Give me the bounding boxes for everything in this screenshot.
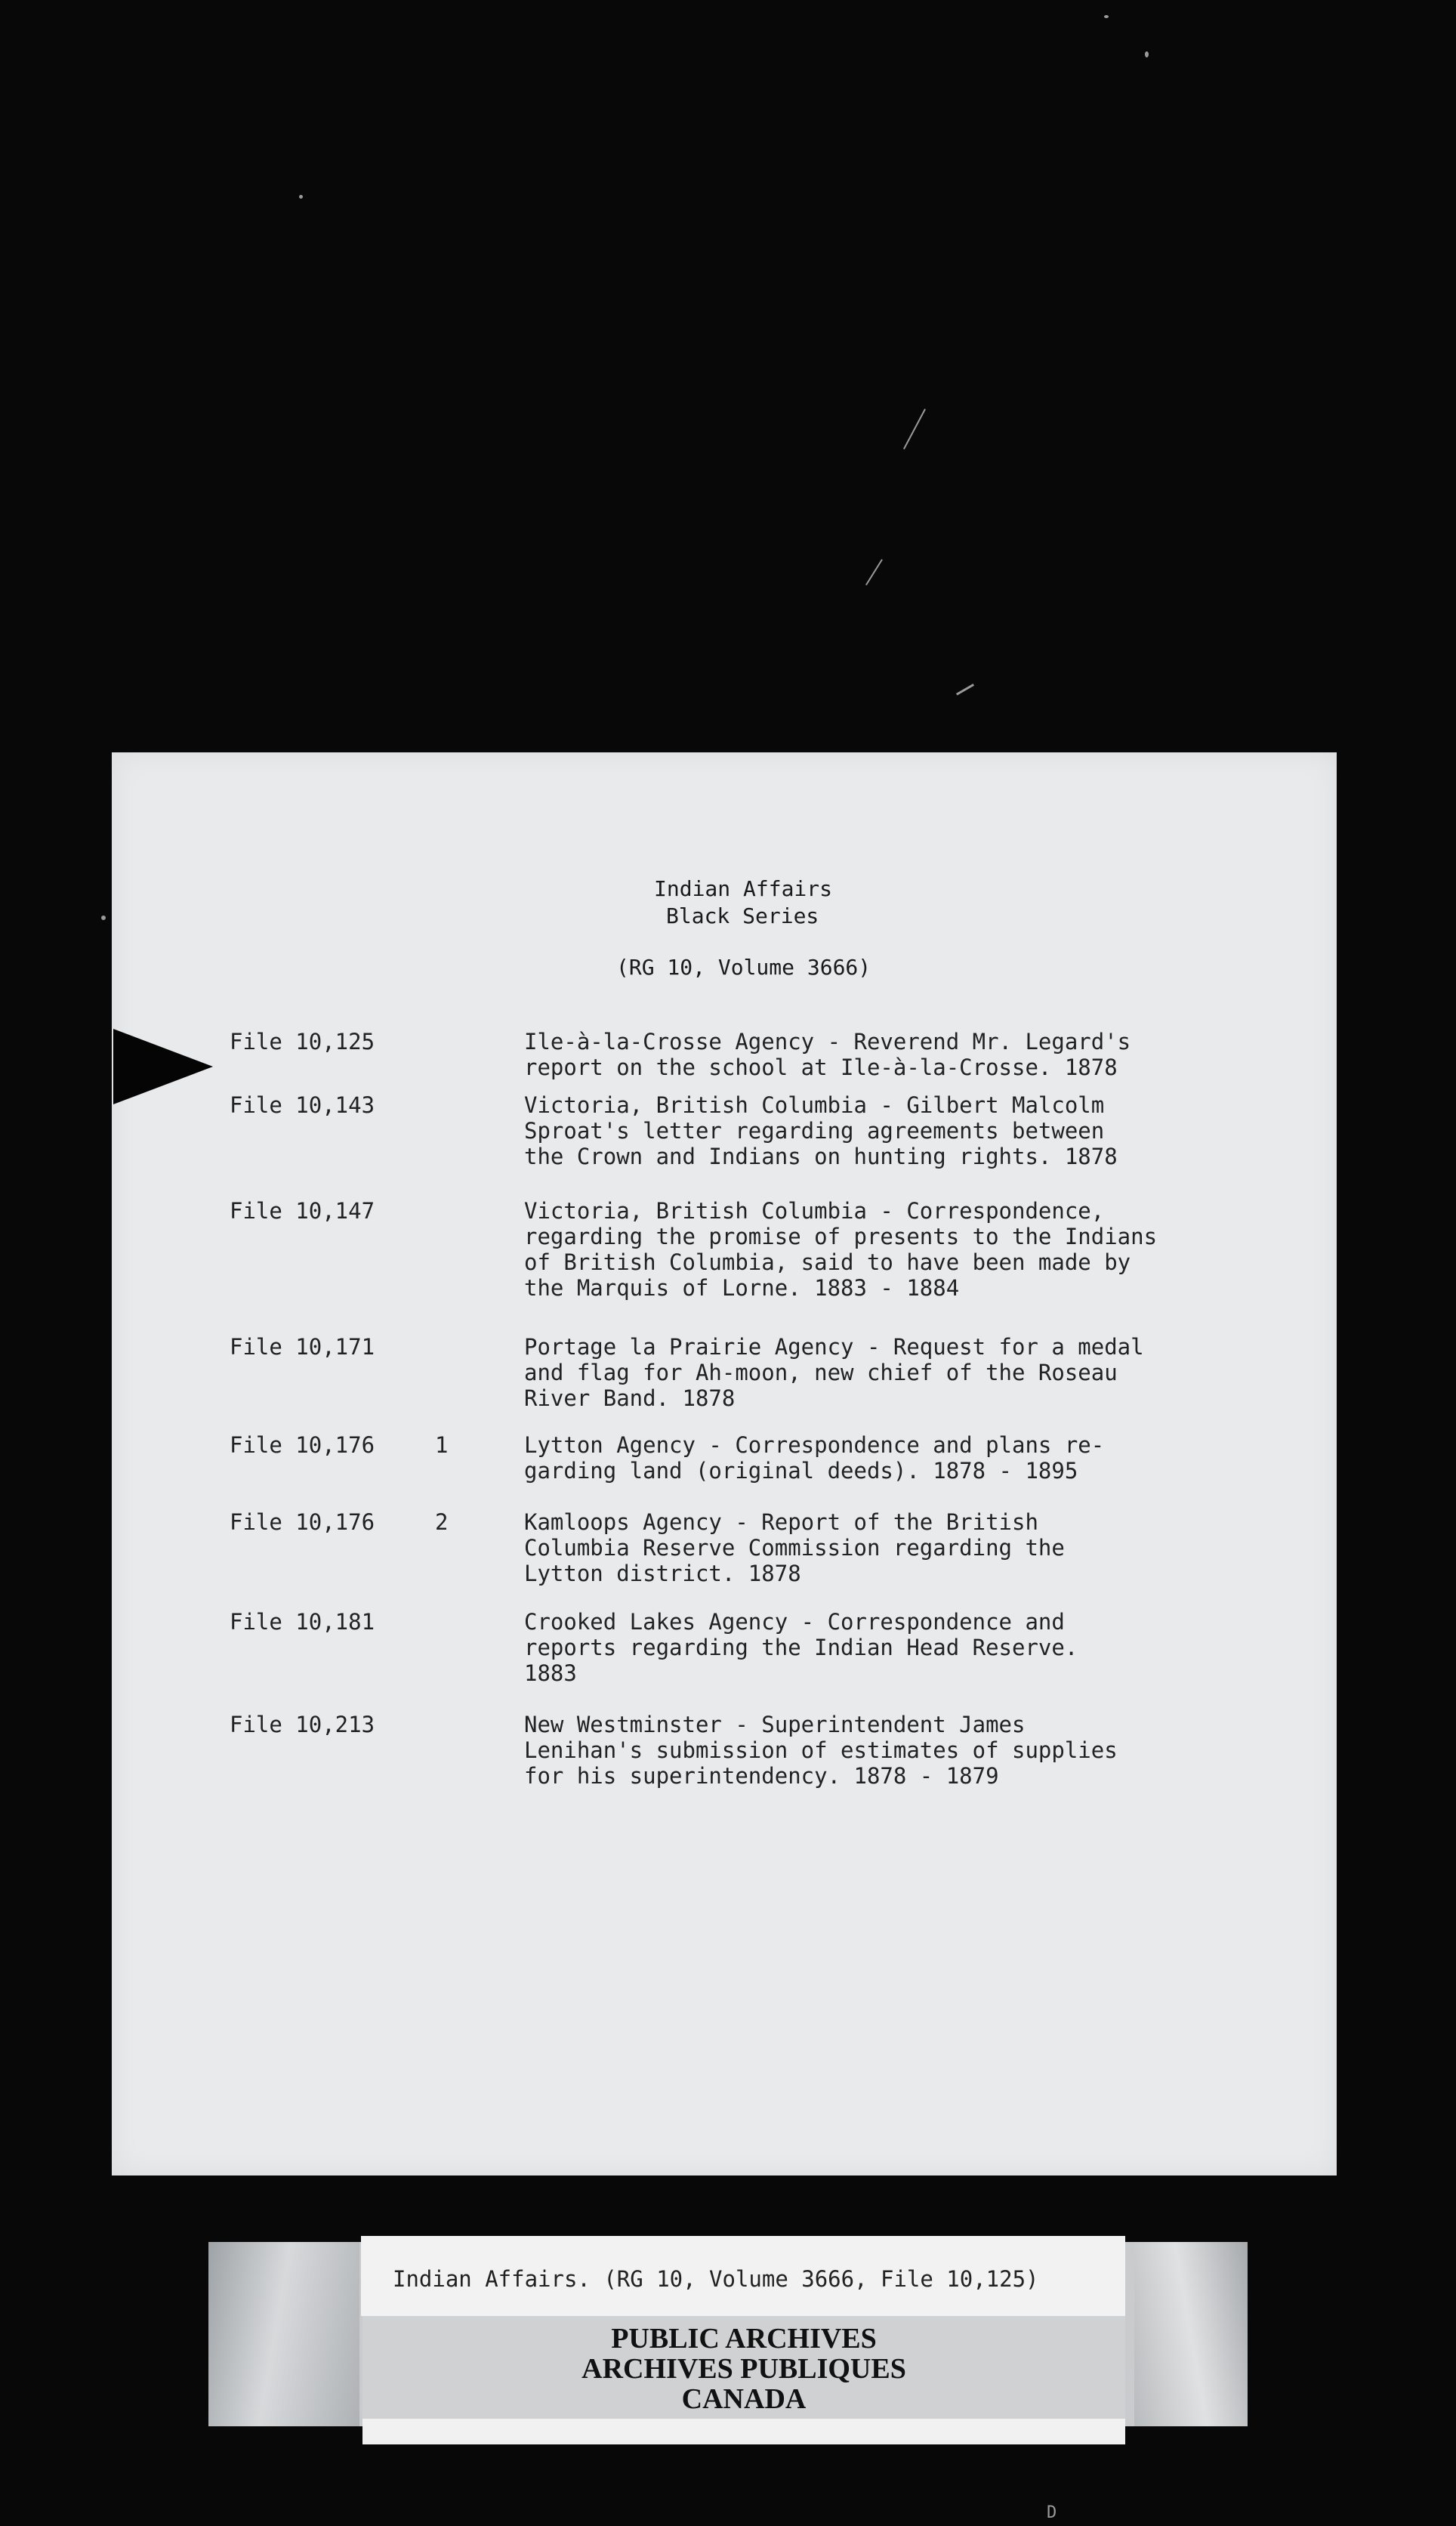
film-speck <box>299 195 303 199</box>
file-description <box>524 1609 1078 1686</box>
description-line: Victoria, British Columbia - Correspondence, <box>524 1198 1105 1224</box>
archive-caption-label <box>361 2236 1125 2316</box>
file-number: File 10,181 <box>230 1609 375 1635</box>
label-bottom-band <box>362 2419 1125 2444</box>
description-line: Sproat's letter regarding agreements between <box>524 1118 1105 1144</box>
description-line: Lytton Agency - Correspondence and plans re- <box>524 1432 1105 1458</box>
stamp-line-3: CANADA <box>681 2383 807 2415</box>
description-line: for his superintendency. 1878 - 1879 <box>524 1763 999 1789</box>
film-scratch <box>865 559 883 585</box>
description-line: of British Columbia, said to have been made by <box>524 1249 1131 1275</box>
file-number: File 10,176 <box>230 1509 375 1535</box>
film-speck <box>1104 15 1109 18</box>
film-scratch <box>956 684 974 696</box>
description-line: garding land (original deeds). 1878 - 1895 <box>524 1458 1078 1484</box>
description-line: 1883 <box>524 1660 577 1686</box>
file-description <box>524 1334 1144 1411</box>
document-page <box>112 752 1337 2176</box>
file-number: File 10,176 <box>230 1432 375 1458</box>
tape-right <box>1134 2242 1248 2426</box>
description-line: Lytton district. 1878 <box>524 1561 801 1586</box>
header-series: Black Series <box>666 903 819 928</box>
description-line: New Westminster - Superintendent James <box>524 1712 1026 1737</box>
description-line: report on the school at Ile-à-la-Crosse. 1878 <box>524 1055 1118 1080</box>
file-description <box>524 1092 1118 1169</box>
film-speck <box>1145 51 1149 57</box>
description-line: the Marquis of Lorne. 1883 - 1884 <box>524 1275 960 1301</box>
film-scratch <box>903 409 926 449</box>
stamp-line-1: PUBLIC ARCHIVES <box>611 2323 877 2355</box>
description-line: Ile-à-la-Crosse Agency - Reverend Mr. Legard's <box>524 1029 1131 1055</box>
description-line: Columbia Reserve Commission regarding the <box>524 1535 1065 1561</box>
file-number: File 10,147 <box>230 1198 375 1224</box>
description-line: Victoria, British Columbia - Gilbert Malcolm <box>524 1092 1105 1118</box>
file-description <box>524 1029 1131 1080</box>
file-number: File 10,143 <box>230 1092 375 1118</box>
description-line: Kamloops Agency - Report of the British <box>524 1509 1038 1535</box>
description-line: Lenihan's submission of estimates of supplies <box>524 1737 1118 1763</box>
file-number: File 10,213 <box>230 1712 375 1737</box>
archives-stamp <box>362 2316 1125 2419</box>
description-line: Crooked Lakes Agency - Correspondence and <box>524 1609 1065 1635</box>
file-description <box>524 1432 1104 1484</box>
file-description <box>524 1198 1157 1301</box>
stamp-line-2: ARCHIVES PUBLIQUES <box>581 2353 906 2385</box>
header-title: Indian Affairs <box>654 876 833 901</box>
film-speck <box>101 916 106 920</box>
file-part: 1 <box>435 1432 449 1458</box>
file-number: File 10,171 <box>230 1334 375 1360</box>
description-line: the Crown and Indians on hunting rights. 1878 <box>524 1144 1118 1169</box>
archive-caption: Indian Affairs. (RG 10, Volume 3666, File 10,125) <box>393 2266 1039 2292</box>
page-tab-marker <box>113 1029 213 1104</box>
tape-left <box>208 2242 359 2426</box>
description-line: and flag for Ah-moon, new chief of the Roseau <box>524 1360 1118 1385</box>
file-number: File 10,125 <box>230 1029 375 1055</box>
description-line: River Band. 1878 <box>524 1385 736 1411</box>
file-part: 2 <box>435 1509 449 1535</box>
file-description <box>524 1509 1065 1586</box>
description-line: regarding the promise of presents to the Indians <box>524 1224 1158 1249</box>
description-line: Portage la Prairie Agency - Request for a medal <box>524 1334 1144 1360</box>
description-line: reports regarding the Indian Head Reserve. <box>524 1635 1078 1660</box>
header-volume: (RG 10, Volume 3666) <box>616 955 871 980</box>
file-description <box>524 1712 1118 1789</box>
file-list <box>112 752 1337 2176</box>
film-corner-mark: D <box>1047 2503 1057 2522</box>
